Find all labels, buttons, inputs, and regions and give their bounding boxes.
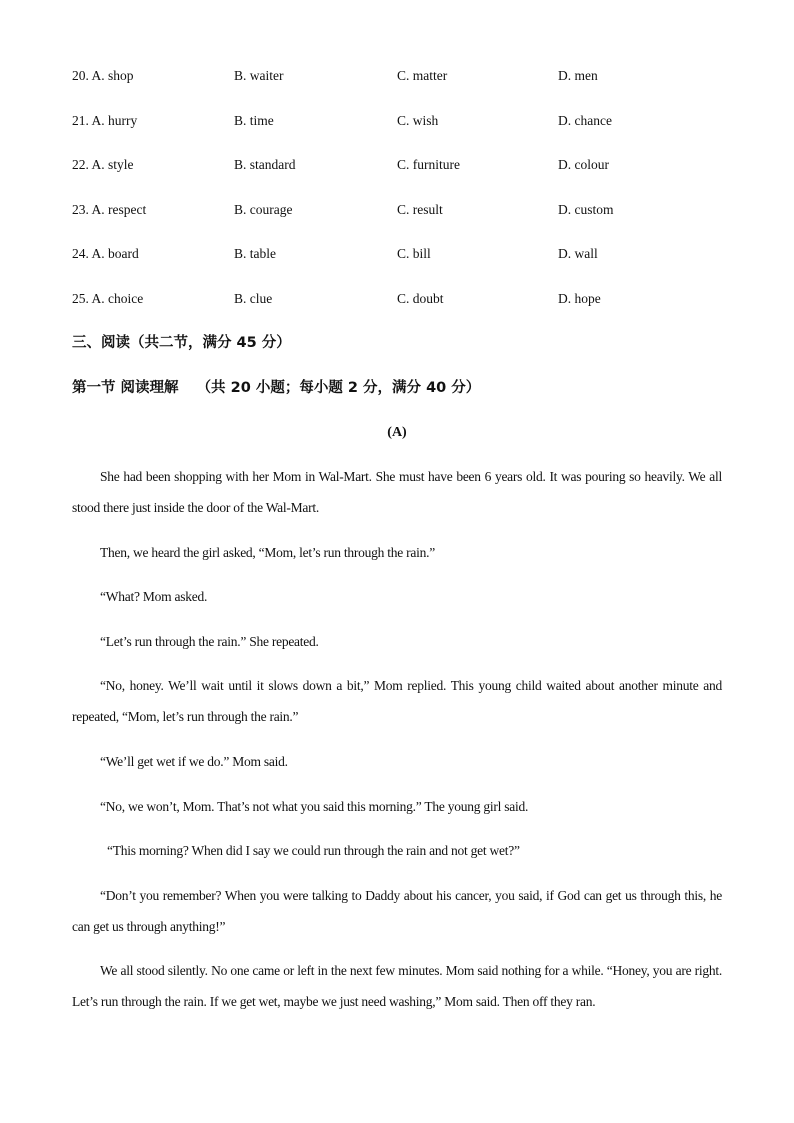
option-row-22	[72, 156, 732, 201]
paragraph-text: We all stood silently. No one came or left in the next few minutes. Mom said nothing for a while. “Honey, you are right. Let’s run through the rain. If we get wet, maybe we just need washing,” Mom said. Then off they ran.	[72, 963, 722, 1009]
option-row-24	[72, 245, 732, 290]
option-d: D. custom	[558, 201, 614, 217]
option-d: D. men	[558, 68, 598, 83]
paragraph-8	[79, 835, 729, 866]
paragraph-text: She had been shopping with her Mom in Wal-Mart. She must have been 6 years old. It was pouring so heavily. We all stood there just inside the door of the Wal-Mart.	[72, 469, 722, 515]
option-c: C. bill	[397, 246, 431, 262]
option-c: C. result	[397, 201, 443, 217]
paragraph-text: “Let’s run through the rain.” She repeated.	[100, 634, 319, 649]
option-c: C. matter	[397, 68, 448, 83]
option-c: C. doubt	[397, 290, 444, 306]
paragraph-text: “We’ll get wet if we do.” Mom said.	[100, 754, 288, 769]
option-d: D. chance	[558, 112, 612, 128]
option-row-21	[72, 112, 732, 157]
paragraph-text: “What? Mom asked.	[100, 589, 208, 604]
option-a: 23. A. respect	[72, 201, 147, 217]
paragraph-5	[72, 670, 722, 732]
paragraph-7	[72, 791, 722, 822]
paragraph-text: “This morning? When did I say we could run through the rain and not get wet?”	[107, 843, 520, 858]
answer-options	[72, 67, 732, 335]
option-row-23	[72, 201, 732, 246]
paragraph-4	[72, 626, 722, 657]
paragraph-10	[72, 955, 722, 1017]
option-b: B. courage	[234, 201, 293, 217]
sub-heading-title: 第一节 阅读理解	[72, 380, 179, 396]
option-b: B. waiter	[234, 68, 284, 83]
option-row-25	[72, 290, 732, 335]
sub-heading-detail: （共 20 小题；每小题 2 分，满分 40 分）	[196, 380, 481, 396]
paragraph-3	[72, 581, 722, 612]
section-heading: 三、阅读（共二节，满分 45 分）	[72, 335, 291, 351]
option-b: B. clue	[234, 290, 273, 306]
option-b: B. time	[234, 112, 274, 128]
option-c: C. furniture	[397, 157, 460, 173]
paragraph-text: “Don’t you remember? When you were talking to Daddy about his cancer, you said, if God can get us through this, he can get us through anything!”	[72, 888, 722, 934]
paragraph-1	[72, 461, 722, 523]
paragraph-text: “No, honey. We’ll wait until it slows down a bit,” Mom replied. This young child waited about another minute and repeated, “Mom, let’s run through the rain.”	[72, 678, 722, 724]
option-d: D. colour	[558, 157, 609, 173]
option-row-20	[72, 67, 732, 112]
option-a: 25. A. choice	[72, 290, 144, 306]
option-a: 24. A. board	[72, 246, 139, 262]
option-c: C. wish	[397, 112, 439, 128]
option-a: 20. A. shop	[72, 68, 134, 83]
paragraph-text: Then, we heard the girl asked, “Mom, let’s run through the rain.”	[100, 545, 436, 560]
option-a: 22. A. style	[72, 157, 134, 173]
option-d: D. wall	[558, 246, 598, 262]
paragraph-text: “No, we won’t, Mom. That’s not what you said this morning.” The young girl said.	[100, 799, 529, 814]
sub-heading	[72, 379, 480, 397]
option-b: B. table	[234, 246, 276, 262]
option-a: 21. A. hurry	[72, 112, 138, 128]
option-b: B. standard	[234, 157, 296, 173]
option-d: D. hope	[558, 290, 601, 306]
paragraph-9	[72, 880, 722, 942]
paragraph-2	[72, 537, 722, 568]
paragraph-6	[72, 746, 722, 777]
passage-label: (A)	[387, 425, 407, 440]
